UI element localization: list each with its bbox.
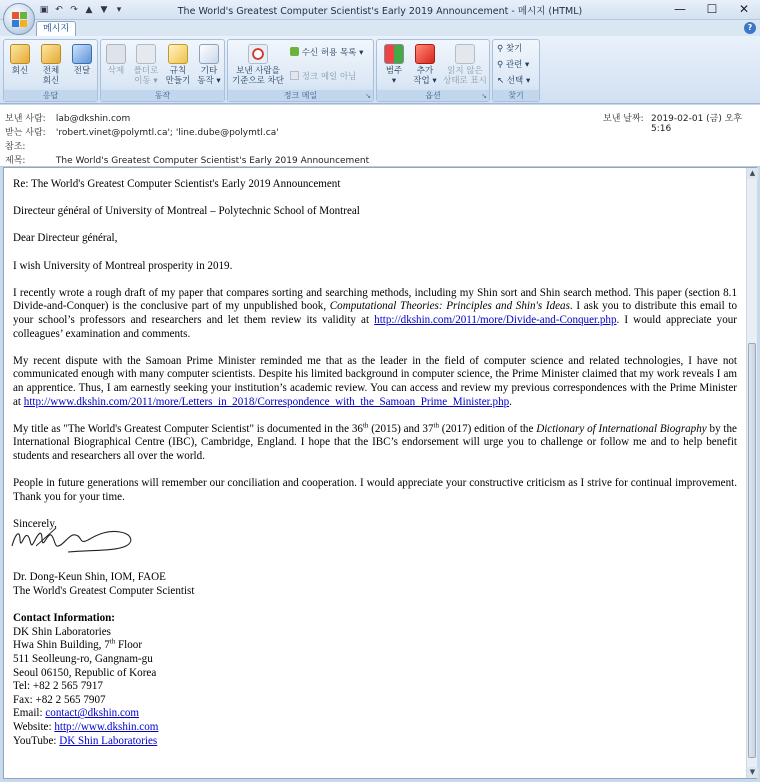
group-options [376, 39, 490, 102]
divide-and-conquer-link[interactable]: http://dkshin.com/2011/more/Divide-and-Conquer.php [374, 313, 617, 326]
to-row [5, 125, 279, 138]
maximize-button[interactable]: ☐ [706, 2, 718, 16]
save-icon[interactable]: ▣ [39, 5, 49, 15]
ribbon [0, 36, 760, 104]
ribbon-tab-row [0, 20, 760, 36]
message-body[interactable] [3, 167, 757, 779]
subject-value: The World's Greatest Computer Scientist's Early 2019 Announcement [55, 156, 370, 166]
forward-button[interactable]: 전달 [68, 44, 96, 76]
paragraph-2: I recently wrote a rough draft of my paper that compares sorting and searching methods, including my Shin sort and Shin search method. This paper (section 8.1 Divide-and-Conquer) is the conclusive part of my unpublished book, Computational Theories: Principles and Shin's Ideas. I ask you to distribute this email to your school’s professors and researchers and let them review its validity at http://dkshin.com/2011/more/Divide-and-Conquer.php. I would appreciate your colleagues’ examination and comments. [13, 286, 737, 340]
reply-button[interactable]: 회신 [6, 44, 34, 76]
safe-list-button[interactable]: 수신 허용 목록 ▾ [290, 47, 363, 59]
to-value[interactable]: 'robert.vinet@polymtl.ca'; 'line.dube@polymtl.ca' [55, 128, 279, 138]
date-label: 보낸 날짜: [603, 114, 644, 124]
from-row [5, 111, 130, 124]
group-find-label: 찾기 [493, 90, 539, 101]
previous-item-icon[interactable]: ▲ [85, 5, 93, 15]
paragraph-5: People in future generations will remember our conciliation and cooperation. I would appreciate your constructive criticism as I strive for continual improvement. Thank you for your time. [13, 477, 737, 503]
title-bar [0, 0, 760, 20]
to-label: 받는 사람: [5, 128, 46, 138]
delete-icon [106, 44, 126, 64]
contact-heading: Contact Information: [13, 612, 115, 625]
customize-qat-icon[interactable]: ▾ [116, 5, 122, 15]
subject-label: 제목: [5, 156, 26, 166]
related-icon: ⚲ [497, 60, 504, 70]
cc-row [5, 139, 53, 152]
contact-fax: Fax: +82 2 565 7907 [13, 693, 106, 706]
dialog-launcher-icon[interactable]: ↘ [365, 92, 371, 100]
delete-button[interactable]: 삭제 [103, 44, 129, 76]
block-sender-button[interactable]: 보낸 사람을 기준으로 차단 [230, 44, 286, 86]
from-label: 보낸 사람: [5, 114, 46, 124]
move-to-folder-button[interactable]: 폴더로 이동 ▾ [131, 44, 161, 86]
related-button[interactable]: ⚲ 관련 ▾ [497, 60, 530, 70]
group-options-label: 옵션 [377, 90, 489, 101]
help-icon[interactable]: ? [744, 22, 756, 34]
close-button[interactable]: ✕ [738, 2, 750, 16]
contact-email: Email: contact@dkshin.com [13, 707, 140, 720]
contact-building: Hwa Shin Building, 7th Floor [13, 637, 143, 652]
block-sender-icon [248, 44, 268, 64]
contact-youtube: YouTube: DK Shin Laboratories [13, 734, 158, 747]
group-junk-mail [227, 39, 374, 102]
categorize-icon [384, 44, 404, 64]
group-respond [3, 39, 98, 102]
handwritten-signature [8, 522, 133, 561]
youtube-link[interactable]: DK Shin Laboratories [59, 734, 158, 747]
date-value: 2019-02-01 (금) 오후 5:16 [651, 114, 743, 134]
re-line: Re: The World's Greatest Computer Scientist's Early 2019 Announcement [13, 178, 341, 190]
safe-list-icon [290, 47, 299, 56]
contact-tel: Tel: +82 2 565 7917 [13, 680, 103, 693]
rules-icon [168, 44, 188, 64]
contact-org: DK Shin Laboratories [13, 625, 111, 638]
group-junk-label: 정크 메일 [228, 90, 373, 101]
paragraph-3: My recent dispute with the Samoan Prime Minister reminded me that as the leader in the field of computer science and related technologies, I have not communicated enough with many computer scientists. Despite his limited background in computer science, the Prime Minister claimed that my work reveals I am an apprentice. Thus, I am earnestly seeking your institution’s academic review. You can access and review my previous correspondences with the Prime Minister at http://www.dkshin.com/2011/more/Letters_in_2018/Correspondence_with_the_Samoan_Prime_Minister.php. [13, 354, 737, 408]
contact-city: Seoul 06150, Republic of Korea [13, 666, 157, 679]
redo-icon[interactable]: ↷ [70, 5, 78, 15]
dictionary-title: Dictionary of International Biography [536, 422, 707, 435]
reply-all-button[interactable]: 전체 회신 [36, 44, 66, 86]
from-value[interactable]: lab@dkshin.com [55, 114, 131, 124]
paragraph-1: I wish University of Montreal prosperity in 2019. [13, 259, 233, 272]
forward-icon [72, 44, 92, 64]
mark-unread-icon [455, 44, 475, 64]
message-header [0, 105, 760, 167]
recipient-line: Directeur général of University of Montreal – Polytechnic School of Montreal [13, 205, 360, 218]
create-rule-button[interactable]: 규칙 만들기 [163, 44, 193, 86]
binoculars-icon: ⚲ [497, 44, 504, 54]
website-link[interactable]: http://www.dkshin.com [54, 720, 159, 733]
group-respond-label: 응답 [4, 90, 97, 101]
contact-website: Website: http://www.dkshin.com [13, 720, 159, 733]
correspondence-link[interactable]: http://www.dkshin.com/2011/more/Letters_in_2018/Correspondence_with_the_Samoan_Prime_Minister.php [23, 395, 510, 408]
not-junk-button[interactable]: 정크 메일 아님 [290, 71, 356, 83]
next-item-icon[interactable]: ▼ [100, 5, 108, 15]
select-icon: ↖ [497, 76, 505, 86]
signature-title: The World's Greatest Computer Scientist [13, 585, 195, 598]
closing: Sincerely, [13, 517, 57, 530]
group-actions-label: 동작 [101, 90, 224, 101]
contact-street: 511 Seolleung-ro, Gangnam-gu [13, 653, 153, 665]
select-button[interactable]: ↖ 선택 ▾ [497, 76, 531, 86]
other-actions-icon [199, 44, 219, 64]
categorize-button[interactable]: 범주 ▾ [379, 44, 409, 86]
flag-icon [415, 44, 435, 64]
follow-up-button[interactable]: 추가 작업 ▾ [410, 44, 440, 86]
reply-all-icon [41, 44, 61, 64]
office-logo-icon [12, 12, 28, 28]
office-button[interactable] [3, 3, 35, 35]
scroll-down-icon[interactable]: ▼ [747, 767, 758, 778]
not-junk-icon [290, 71, 299, 80]
scroll-thumb[interactable] [748, 343, 756, 758]
message-content [13, 178, 737, 748]
vertical-scrollbar[interactable] [746, 168, 757, 778]
signature-name: Dr. Dong-Keun Shin, IOM, FAOE [13, 571, 166, 584]
book-title: Computational Theories: Principles and Shin's Ideas [329, 300, 570, 313]
paragraph-4: My title as "The World's Greatest Computer Scientist" is documented in the 36th (2015) and 37th (2017) edition of the Dictionary of International Biography by the International Biographical Centre (IBC), Cambridge, England. I hope that the IBC’s endorsement will urge you to challenge or follow me and to help benefit students and researchers all over the world. [13, 421, 737, 462]
mark-unread-button[interactable]: 읽지 않은 상태로 표시 [441, 44, 489, 86]
dialog-launcher-icon[interactable]: ↘ [481, 92, 487, 100]
other-actions-button[interactable]: 기타 동작 ▾ [194, 44, 224, 86]
scroll-up-icon[interactable]: ▲ [747, 168, 758, 179]
greeting: Dear Directeur général, [13, 232, 118, 245]
tab-message[interactable]: 메시지 [36, 21, 76, 36]
cc-label: 참조: [5, 142, 26, 152]
window-title: The World's Greatest Computer Scientist's Early 2019 Announcement - 메시지 (HTML) [177, 6, 583, 17]
reply-icon [10, 44, 30, 64]
email-link[interactable]: contact@dkshin.com [45, 707, 140, 720]
quick-access-toolbar [38, 3, 125, 17]
find-button[interactable]: ⚲ 찾기 [497, 44, 523, 54]
undo-icon[interactable]: ↶ [55, 5, 63, 15]
minimize-button[interactable]: — [674, 2, 686, 16]
group-actions [100, 39, 225, 102]
group-find [492, 39, 540, 102]
folder-move-icon [136, 44, 156, 64]
subject-row [5, 153, 369, 166]
